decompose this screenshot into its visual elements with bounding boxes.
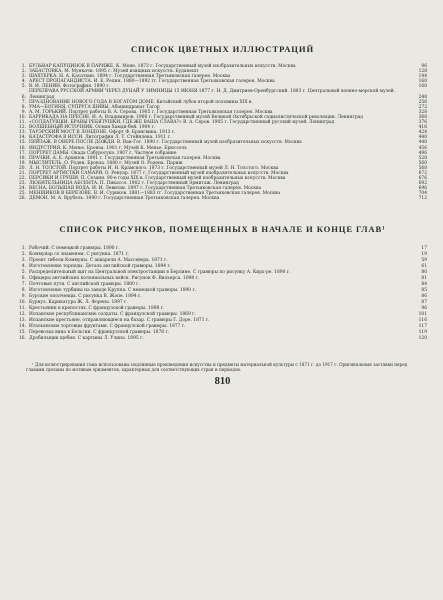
item-number: 10. xyxy=(19,114,26,120)
item-text: Рабочий. С немецкой гравюры. 1890 г. xyxy=(29,245,120,251)
item-text: ПРАЗДНОВАНИЕ НОВОГО ГОДА В БОГАТОМ ДОМЕ. Китайский лубок второй половины XIX в. xyxy=(29,99,253,105)
item-page: 144 xyxy=(418,74,427,80)
item-text: ИНДУСТРИЯ. К. Менье. Бронза. 1901 г. Музей К. Менье. Брюссель xyxy=(29,145,187,151)
figure-list-heading: СПИСОК РИСУНКОВ, ПОМЕЩЕННЫХ В НАЧАЛЕ И КОНЦЕ ГЛАВ¹ xyxy=(59,223,386,234)
item-page: 85 xyxy=(421,287,427,293)
item-page: 86 xyxy=(421,293,427,299)
item-page: 712 xyxy=(418,196,427,202)
item-text: БАРРИКАДА НА ПРЕСНЕ. И. А. Владимиров. 1906 г. Государственный музей Великой Октябрьской социалистической революции. Ленинград xyxy=(29,114,363,120)
item-number: 8. xyxy=(21,104,26,110)
item-number: 9. xyxy=(21,109,26,115)
item-page: 128 xyxy=(418,69,427,75)
item-text: Испанские крестьяне, отправляющиеся на базар. С гравюры Г. Доре. 1871 г. xyxy=(29,317,210,323)
item-number: 21. xyxy=(19,170,26,176)
item-page: 568 xyxy=(418,165,427,171)
item-number: 4. xyxy=(21,263,26,269)
item-page: 120 xyxy=(418,335,427,341)
item-page: 560 xyxy=(418,160,427,166)
item-page: 376 xyxy=(418,120,427,126)
item-text: Почтовые пути. С английской гравюры. 1880 г. xyxy=(29,281,140,287)
item-page: 368 xyxy=(418,114,427,120)
item-page: 96 xyxy=(421,305,427,311)
item-text: Дробильщик щебня. С картины Л. Улина. 1895 г. xyxy=(29,335,144,341)
item-number: 10. xyxy=(19,299,26,305)
item-page: 59 xyxy=(421,257,427,263)
item-number: 26. xyxy=(19,196,26,202)
item-number: 20. xyxy=(19,165,26,171)
item-text: «СОЛДАТУШКИ, БРАВЫ РЕБЯТУШКИ, ГДЕ ЖЕ ВАША СЛАВА?» В. А. Серов. 1905 г. Государственный русский музей. Ленинград xyxy=(29,120,335,126)
item-number: 9. xyxy=(21,293,26,299)
item-page: 256 xyxy=(418,99,427,105)
item-page: 87 xyxy=(421,299,427,305)
item-page: 704 xyxy=(418,191,427,197)
item-number: 5. xyxy=(21,84,26,90)
item-number: 7. xyxy=(21,281,26,287)
item-text: ЛЮБИТЕЛЬНИЦА АБСЕНТА. П. Пикассо. 1902 г. Государственный Эрмитаж. Ленинград xyxy=(29,181,239,187)
item-page: 676 xyxy=(418,176,427,182)
item-number: 19. xyxy=(19,160,26,166)
item-page: 448 xyxy=(418,140,427,146)
item-number: 25. xyxy=(19,191,26,197)
item-page: 692 xyxy=(418,181,427,187)
item-number: 8. xyxy=(21,287,26,293)
item-text: ВЕСНА. БОЛЬШАЯ ВОДА. И. И. Левитан. 1897 г. Государственная Третьяковская галерея. Москва xyxy=(29,186,262,192)
item-number: 11. xyxy=(19,305,26,311)
item-number: 6. xyxy=(21,94,26,100)
item-text: Бурнуз. Карикатура Ж. Л. Форена. 1897 г. xyxy=(29,299,128,305)
item-text: ПЕРЕПРАВА РУССКОЙ АРМИИ ЧЕРЕЗ ДУНАЙ У ЗИМНИЦЫ 15 ИЮНЯ 1877 г. Н. Д. Дмитриев-Оренбургский. 1883 г. Центральный военно-морской музей. Ленинград xyxy=(29,89,396,100)
item-text: Распределительный щит на Центральной электростанции в Берлине. С гравюры по рисунку А. Кирх-ре. 1890 г. xyxy=(29,269,291,275)
item-text: ДЕМОН. М. А. Врубель. 1890 г. Государственная Третьяковская галерея. Москва xyxy=(29,196,220,202)
item-text: ПОРТРЕТ ДАМЫ. Окада Сабуросукэ. 1907 г. Частное собрание xyxy=(29,150,177,156)
item-page: 84 xyxy=(421,281,427,287)
item-text: Бурские ополченцы. С рисунка В. Жопе. 1894 г. xyxy=(29,293,142,299)
item-number: 7. xyxy=(21,99,26,105)
item-text: БУЛЬВАР КАПУЦИНОК В ПАРИЖЕ. К. Моне. 1873 г. Государственный музей изобразительных искусств. Москва xyxy=(29,64,296,69)
item-text: ВОЛШЕБНЫЙ ИСТОЧНИК. Осман Хамди-бей. 1904 г. xyxy=(29,125,156,131)
figures-list xyxy=(18,246,427,342)
item-page: 17 xyxy=(421,245,427,251)
item-page: 116 xyxy=(418,317,427,323)
item-page: 416 xyxy=(418,125,427,131)
list-item xyxy=(18,89,427,99)
item-number: 17. xyxy=(19,150,26,156)
item-text: ТАУЭРСКИЙ МОСТ В ЛОНДОНЕ. Офорт Ф. Брэнгвина. 1913 г. xyxy=(29,130,176,136)
item-text: КАТАСТРОФА В ИССИ. Литография Л. Т. Стейнлена. 1911 г. xyxy=(29,135,172,141)
item-page: 19 xyxy=(421,251,427,257)
item-number: 16. xyxy=(19,335,26,341)
item-number: 2. xyxy=(21,251,26,257)
item-text: Итальянские торговцы фруктами. С французской гравюры. 1877 г. xyxy=(29,323,186,329)
item-text: МЕНШИКОВ В БЕРЕЗОВЕ. В. И. Суриков. 1881—1883 гг. Государственная Третьяковская галерея. Москва xyxy=(29,191,281,197)
item-text: ПРАЧКИ. А. Е. Архипов. 1901 г. Государственная Третьяковская галерея. Москва xyxy=(29,155,221,161)
item-text: ШАХТЕРКА. Н. А. Касаткин. 1894 г. Государственная Третьяковская галерея. Москва xyxy=(29,74,231,80)
item-number: 1. xyxy=(21,64,26,69)
list-item xyxy=(18,196,427,201)
item-text: Перевозка вина в Бельгии. С французской гравюры. 1878 г. xyxy=(29,329,170,335)
item-number: 15. xyxy=(19,329,26,335)
item-page: 328 xyxy=(418,109,427,115)
footnote: ¹ Для иллюстрирования тома использованы подлинные произведения искусства и предметы материальной культуры с 1871 г. до 1917 г. Оригинальные заставки перед главами сделаны по мотивам орнаментов, характерных для соответствующих стран и периодов. xyxy=(26,361,408,372)
item-number: 4. xyxy=(21,79,26,85)
item-text: Изготовление турбины на заводе Круппа. С немецкой гравюры. 1890 г. xyxy=(29,287,197,293)
item-text: АРЕСТ ПРОПАГАНДИСТА. И. Е. Репин. 1880—1892 гг. Государственная Третьяковская галерея. Москва xyxy=(29,79,275,85)
item-number: 15. xyxy=(19,140,26,146)
item-page: 119 xyxy=(418,329,427,335)
page-number: 810 xyxy=(214,375,231,387)
item-page: 440 xyxy=(418,135,427,141)
color-illustrations-list xyxy=(18,64,427,202)
list-item xyxy=(18,336,427,342)
item-number: 14. xyxy=(19,323,26,329)
item-text: УМА—БОГИНЯ, СУПРУГА ШИВЫ. Абаниндранат Тагор xyxy=(29,104,160,110)
item-text: Коммунар со знаменем. С рисунка. 1871 г. xyxy=(29,251,130,257)
item-text: ПЕЙЗАЖ. В ОВЕРЕ ПОСЛЕ ДОЖДЯ. В. Ван-Гог. 1890 г. Государственный музей изобразительных искусств. Москва xyxy=(29,140,302,146)
item-number: 24. xyxy=(19,186,26,192)
item-text: ЗАБАСТОВКА. М. Мункачи. 1895 г. Музей изящных искусств. Будапешт xyxy=(29,69,199,75)
item-number: 3. xyxy=(21,257,26,263)
item-page: 696 xyxy=(418,186,427,192)
item-text: Проект гибели Коммуны. С акварели А. Массевера. 1871 г. xyxy=(29,257,168,263)
item-text: Изготовление торпеды. Деталь английской гравюры. 1894 г. xyxy=(29,263,172,269)
item-page: 424 xyxy=(418,130,427,136)
item-page: 456 xyxy=(418,145,427,151)
item-number: 16. xyxy=(19,145,26,151)
item-number: 18. xyxy=(19,155,26,161)
item-page: 61 xyxy=(421,263,427,269)
item-page: 248 xyxy=(418,94,427,100)
item-page: 117 xyxy=(418,323,427,329)
item-text: Испанские республиканские солдаты. С французской гравюры. 1869 г. xyxy=(29,311,196,317)
item-number: 23. xyxy=(19,181,26,187)
item-text: ПОРТРЕТ АРТИСТКИ САМАРИ. О. Ренуар. 1877 г. Государственный музей изобразительных искусств. Москва xyxy=(29,170,289,176)
item-text: А. М. ГОРЬКИЙ. Портрет работы В. А. Серова. 1905 г. Государственная Третьяковская галерея. Москва xyxy=(29,109,273,115)
item-number: 5. xyxy=(21,269,26,275)
item-page: 672 xyxy=(418,170,427,176)
item-number: 12. xyxy=(19,125,26,131)
item-page: 81 xyxy=(421,275,427,281)
item-number: 6. xyxy=(21,275,26,281)
item-page: 168 xyxy=(418,84,427,90)
item-text: ПЕРСИКИ И ГРУШИ. П. Сезанн. 90-е годы XIX в. Государственный музей изобразительных искусств. Москва xyxy=(29,176,286,182)
item-page: 96 xyxy=(421,64,427,69)
item-text: Крестьянин в крепостях. С французской гравюры. 1898 г. xyxy=(29,305,165,311)
item-text: МЫСЛИТЕЛЬ. О. Роден. Бронза. 1880 г. Музей О. Родена. Париж xyxy=(29,160,183,166)
item-text: Л. Н. ТОЛСТОЙ. Портрет работы И. Н. Крамского. 1873 г. Государственный музей Л. Н. Толстого. Москва xyxy=(29,165,279,171)
item-page: 528 xyxy=(418,155,427,161)
item-page: 496 xyxy=(418,150,427,156)
item-number: 2. xyxy=(21,69,26,75)
item-number: 12. xyxy=(19,311,26,317)
item-number: 1. xyxy=(21,245,26,251)
item-number: 13. xyxy=(19,317,26,323)
item-number: 11. xyxy=(19,120,26,126)
item-number: 22. xyxy=(19,176,26,182)
item-page: 272 xyxy=(418,104,427,110)
item-text: Офицеры английских колониальных войск. Рисунок Ф. Вильерса. 1898 г. xyxy=(29,275,200,281)
color-list-heading: СПИСОК ЦВЕТНЫХ ИЛЛЮСТРАЦИЙ xyxy=(130,44,315,54)
item-page: 80 xyxy=(421,269,427,275)
item-page: 160 xyxy=(418,79,427,85)
item-number: 3. xyxy=(21,74,26,80)
item-text: В. И. ЛЕНИН. Фотография. 1890 г. xyxy=(29,84,111,90)
item-number: 14. xyxy=(19,135,26,141)
item-number: 13. xyxy=(19,130,26,136)
item-page: 101 xyxy=(418,311,427,317)
